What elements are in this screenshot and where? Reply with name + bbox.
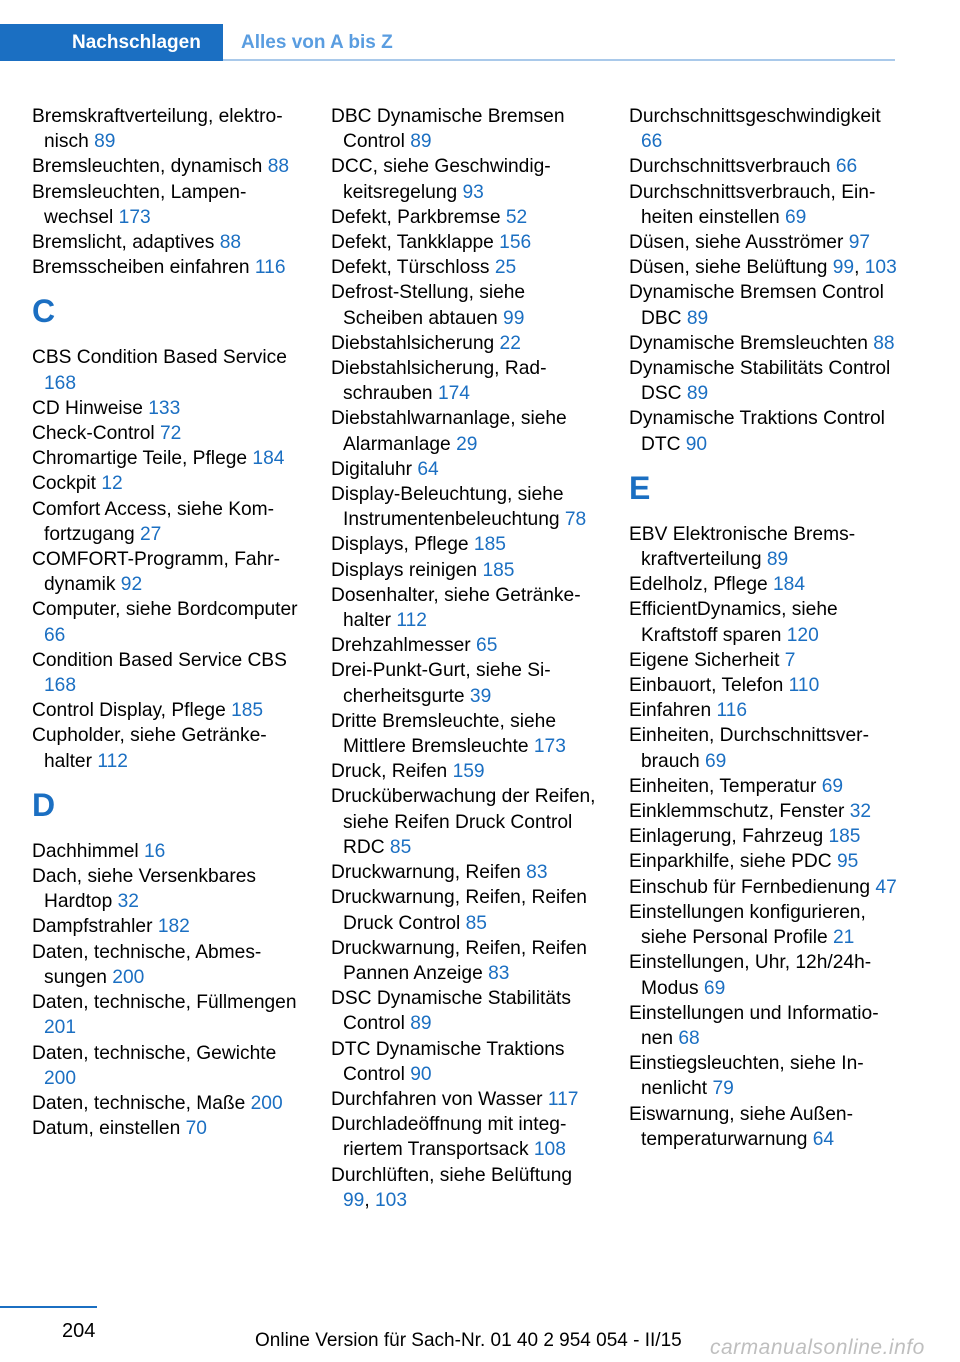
index-entry-term: Daten, technische, Maße	[32, 1092, 251, 1114]
index-entry-term: Dynamische Stabilitäts Control DSC	[629, 358, 891, 405]
index-entry-term: Eiswarnung, siehe Außentemperaturwarnung	[629, 1103, 853, 1150]
index-entry	[32, 421, 300, 446]
page-link[interactable]: 103	[864, 257, 897, 279]
page-link[interactable]: 39	[469, 685, 492, 707]
page-link[interactable]: 185	[231, 700, 264, 722]
page-link[interactable]: 27	[140, 523, 162, 545]
index-letter-heading: E	[629, 469, 651, 506]
page-link[interactable]: 182	[157, 916, 190, 938]
index-entry-term: Durchfahren von Wasser	[331, 1088, 548, 1110]
index-entry-term: Bremsleuchten, dynamisch	[32, 156, 268, 178]
page-link[interactable]: 103	[375, 1189, 408, 1211]
index-entry-term: Durchlüften, siehe Belüftung	[331, 1164, 573, 1186]
index-entry	[32, 104, 300, 154]
index-entry	[331, 1087, 599, 1112]
index-entry	[629, 356, 897, 406]
index-entry-term: Drucküberwachung der Reifen, siehe Reifen Druck Control RDC	[331, 786, 596, 858]
index-entry	[331, 532, 599, 557]
page-link[interactable]: 90	[410, 1063, 432, 1085]
page-link[interactable]: 70	[185, 1118, 207, 1140]
index-entry	[331, 230, 599, 255]
page-link[interactable]: 66	[641, 131, 663, 153]
index-entry	[331, 1037, 599, 1087]
page-link[interactable]: 185	[828, 826, 861, 848]
page-link[interactable]: 32	[117, 891, 139, 913]
index-entry-term: Einheiten, Durchschnittsverbrauch	[629, 725, 869, 772]
index-entry-term: Daten, technische, Abmessungen	[32, 941, 262, 988]
page-link[interactable]: 66	[44, 624, 66, 646]
index-entry	[331, 457, 599, 482]
page-link[interactable]: 120	[786, 624, 819, 646]
index-letter-heading: C	[32, 293, 56, 330]
index-entry	[629, 1102, 897, 1152]
index-entry-term: Durchschnittsverbrauch	[629, 156, 836, 178]
page-link[interactable]: 69	[785, 206, 807, 228]
header-divider	[223, 59, 895, 61]
page-link[interactable]: 52	[505, 206, 528, 228]
index-column-1	[32, 104, 300, 1141]
page-number: 204	[62, 1320, 96, 1342]
index-entry	[629, 104, 897, 154]
page-link[interactable]: 32	[849, 801, 872, 823]
page-link[interactable]: 97	[848, 232, 871, 254]
watermark: carmanualsonline.info	[710, 1336, 925, 1359]
index-entry-term: Control Display, Pflege	[32, 700, 232, 722]
index-entry	[32, 839, 300, 864]
index-entry-term: Druckwarnung, Reifen	[331, 862, 527, 884]
page-link[interactable]: 88	[267, 156, 290, 178]
index-entry	[331, 784, 599, 860]
page-link[interactable]: 29	[456, 433, 478, 455]
index-entry	[32, 154, 300, 179]
index-entry	[32, 940, 300, 990]
index-entry	[32, 396, 300, 421]
index-entry	[331, 860, 599, 885]
page-link[interactable]: 201	[44, 1017, 77, 1039]
index-entry	[331, 709, 599, 759]
index-entry	[331, 1112, 599, 1162]
index-entry-term: Durchschnittsgeschwindigkeit	[629, 106, 881, 127]
index-entry	[629, 597, 897, 647]
index-entry-term: Defekt, Türschloss	[331, 257, 495, 279]
page-link[interactable]: 89	[686, 383, 709, 405]
page-link[interactable]: 25	[494, 257, 517, 279]
index-entry-term: Bremskraftverteilung, elektronisch	[32, 106, 283, 153]
page-link[interactable]: 83	[526, 862, 548, 884]
index-entry	[331, 482, 599, 532]
tab-nachschlagen-label: Nachschlagen	[72, 32, 201, 53]
tab-nachschlagen[interactable]	[0, 24, 223, 61]
page-link[interactable]: 22	[499, 332, 521, 354]
index-entry	[32, 255, 300, 280]
page-link[interactable]: 64	[812, 1128, 835, 1150]
index-entry	[32, 597, 300, 647]
page-link[interactable]: 47	[875, 876, 897, 898]
page-link[interactable]: 174	[437, 383, 470, 405]
index-entry	[629, 875, 897, 900]
page-link[interactable]: 79	[712, 1078, 734, 1100]
index-entry	[32, 1116, 300, 1141]
index-entry	[331, 986, 599, 1036]
page-link[interactable]: 83	[488, 962, 510, 984]
index-entry-term: Dampfstrahler	[32, 916, 158, 938]
page-link[interactable]: 16	[143, 840, 166, 862]
page-link[interactable]: 184	[773, 574, 806, 596]
page-link[interactable]: 156	[499, 232, 532, 254]
index-entry-term: Dynamische Bremsleuchten	[629, 332, 874, 354]
index-entry	[32, 230, 300, 255]
index-entry-term: Einstellungen konfigurieren, siehe Personal Profile	[629, 901, 866, 949]
index-entry	[32, 864, 300, 914]
page-link[interactable]: 88	[873, 332, 895, 354]
index-entry	[331, 583, 599, 633]
index-entry-term: Defekt, Tankklappe	[331, 232, 500, 254]
index-entry-term: Einparkhilfe, siehe PDC	[629, 851, 837, 873]
page-link[interactable]: 99	[343, 1189, 365, 1211]
index-entry	[331, 936, 599, 986]
index-entry	[629, 673, 897, 698]
index-entry	[629, 950, 897, 1000]
index-entry	[629, 230, 897, 255]
page-link[interactable]: 93	[462, 181, 484, 203]
index-entry-term: Einheiten, Temperatur	[629, 775, 822, 797]
page-link[interactable]: 159	[452, 761, 485, 783]
index-entry-term: DSC Dynamische Stabilitäts Control	[331, 988, 571, 1035]
tab-alles-von-a-bis-z[interactable]: Alles von A bis Z	[241, 32, 393, 53]
index-entry	[629, 522, 897, 572]
index-entry	[629, 648, 897, 673]
index-entry-term: DCC, siehe Geschwindigkeitsregelung	[331, 156, 551, 203]
page-link[interactable]: 185	[482, 559, 515, 581]
page-link[interactable]: 69	[703, 977, 726, 999]
index-entry-term: Defrost-Stellung, siehe Scheiben abtauen	[331, 282, 526, 329]
index-entry-term: Einfahren	[629, 700, 717, 722]
index-entry	[32, 698, 300, 723]
index-entry-term: Cupholder, siehe Getränkehalter	[32, 725, 267, 772]
footer-version-text: Online Version für Sach-Nr. 01 40 2 954 054 - II/15	[255, 1330, 682, 1351]
index-entry	[331, 406, 599, 456]
index-entry-term: Düsen, siehe Belüftung	[629, 257, 833, 279]
index-entry	[629, 154, 897, 179]
page-link[interactable]: 110	[788, 675, 820, 697]
index-entry-term: Defekt, Parkbremse	[331, 206, 506, 228]
page-link[interactable]: 112	[396, 610, 427, 632]
index-entry	[331, 658, 599, 708]
page-link[interactable]: 117	[547, 1088, 579, 1110]
index-entry-term: Daten, technische, Gewichte	[32, 1042, 277, 1064]
page-link[interactable]: 108	[533, 1139, 566, 1161]
index-entry-term: Displays reinigen	[331, 559, 483, 581]
index-entry-term: Chromartige Teile, Pflege	[32, 448, 253, 470]
index-entry-term: Display-Beleuchtung, siehe Instrumentenbeleuchtung	[331, 484, 565, 531]
index-entry	[629, 331, 897, 356]
page-link[interactable]: 12	[101, 473, 123, 495]
index-entry-term: Edelholz, Pflege	[629, 574, 773, 596]
index-entry-term: Daten, technische, Füllmengen	[32, 992, 297, 1014]
index-entry-term: Diebstahlwarnanlage, siehe Alarmanlage	[331, 408, 567, 455]
page-link[interactable]: 89	[766, 549, 789, 571]
page-link[interactable]: 89	[94, 131, 116, 153]
page-link[interactable]: 173	[533, 736, 566, 758]
page-link[interactable]: 89	[410, 131, 432, 153]
index-entry-term: Diebstahlsicherung, Radschrauben	[331, 358, 547, 405]
index-entry-term: DBC Dynamische Bremsen Control	[331, 106, 565, 153]
page-link[interactable]: 185	[473, 534, 506, 556]
index-entry	[629, 799, 897, 824]
index-entry	[331, 280, 599, 330]
page-link[interactable]: 78	[564, 509, 587, 531]
index-letter-heading: D	[32, 786, 56, 823]
index-entry-term: Check-Control	[32, 423, 160, 445]
index-entry-term: Bremslicht, adaptives	[32, 232, 220, 254]
index-entry-term: Druckwarnung, Reifen, Reifen Pannen Anzeige	[331, 937, 587, 984]
index-entry	[32, 547, 300, 597]
page-link[interactable]: 89	[686, 307, 709, 329]
index-entry-term: Dosenhalter, siehe Getränkehalter	[331, 584, 581, 632]
index-entry	[331, 633, 599, 658]
index-entry	[629, 1051, 897, 1101]
index-entry-term: DTC Dynamische Traktions Control	[331, 1038, 565, 1085]
index-entry	[629, 280, 897, 330]
page-link[interactable]: 65	[476, 635, 498, 657]
index-entry	[629, 774, 897, 799]
index-entry	[32, 446, 300, 471]
index-entry-term: Einlagerung, Fahrzeug	[629, 826, 829, 848]
index-entry-term: Computer, siehe Bordcomputer	[32, 599, 298, 621]
index-entry	[629, 180, 897, 230]
index-entry-term: Dritte Bremsleuchte, siehe Mittlere Bremsleuchte	[331, 710, 557, 758]
index-entry	[32, 1041, 300, 1091]
index-entry-term: EBV Elektronische Bremskraftverteilung	[629, 523, 856, 571]
index-entry	[629, 824, 897, 849]
index-entry	[629, 698, 897, 723]
index-entry	[32, 1091, 300, 1116]
footer-accent-line	[0, 1306, 97, 1308]
index-entry	[629, 723, 897, 773]
page-link[interactable]: 168	[44, 372, 77, 394]
page-link[interactable]: 92	[120, 574, 143, 596]
page-link[interactable]: 69	[821, 775, 844, 797]
index-entry-term: Einschub für Fernbedienung	[629, 876, 876, 898]
page-link[interactable]: 68	[678, 1027, 700, 1049]
page-link[interactable]: 66	[835, 156, 858, 178]
index-entry	[32, 497, 300, 547]
index-entry-term: Bremsleuchten, Lampenwechsel	[32, 181, 247, 228]
index-entry-term: Diebstahlsicherung	[331, 332, 500, 354]
index-entry-term: Dachhimmel	[32, 840, 144, 862]
page-link[interactable]: 64	[417, 458, 439, 480]
index-entry-term: CD Hinweise	[32, 397, 149, 419]
index-entry-term: CBS Condition Based Service	[32, 347, 287, 369]
index-entry-term: Bremsscheiben einfahren	[32, 257, 255, 279]
index-entry-term: Einklemmschutz, Fenster	[629, 801, 850, 823]
index-entry	[331, 759, 599, 784]
index-entry-term: Dach, siehe Versenkbares Hardtop	[32, 866, 256, 913]
index-entry-term: COMFORT-Programm, Fahrdynamik	[32, 549, 281, 596]
page-link[interactable]: 7	[784, 649, 796, 671]
index-entry: Durchlüften, siehe Belüftung 99, 103	[331, 1164, 573, 1211]
page-link[interactable]: 89	[410, 1013, 432, 1035]
index-entry-term: Einstellungen, Uhr, 12h/24h-Modus	[629, 952, 872, 999]
index-entry-term: Datum, einstellen	[32, 1118, 186, 1140]
index-entry-term: Cockpit	[32, 473, 102, 495]
page-header	[0, 24, 895, 61]
index-entry	[331, 255, 599, 280]
index-entry	[331, 885, 599, 935]
page-link[interactable]: 116	[716, 700, 748, 722]
index-entry-term: Displays, Pflege	[331, 534, 474, 556]
index-entry-term: Drei-Punkt-Gurt, siehe Sicherheitsgurte	[331, 660, 551, 707]
index-entry	[629, 849, 897, 874]
index-entry-term: Einstiegsleuchten, siehe Innenlicht	[629, 1053, 864, 1100]
index-entry	[32, 648, 300, 698]
index-entry-term: Drehzahlmesser	[331, 635, 477, 657]
index-entry: Düsen, siehe Belüftung 99, 103	[629, 257, 897, 279]
page-link[interactable]: 133	[148, 397, 181, 419]
index-entry	[32, 914, 300, 939]
index-entry	[331, 205, 599, 230]
page-link[interactable]: 88	[219, 232, 242, 254]
page-link[interactable]: 69	[705, 750, 727, 772]
page-link[interactable]: 200	[250, 1092, 283, 1114]
page-link[interactable]: 85	[389, 836, 412, 858]
page-link[interactable]: 168	[44, 675, 77, 697]
index-entry	[32, 990, 300, 1040]
page-link[interactable]: 116	[254, 257, 286, 279]
index-entry	[331, 104, 599, 154]
page-link[interactable]: 85	[465, 912, 487, 934]
page-link[interactable]: 21	[832, 927, 855, 949]
page-link[interactable]: 184	[252, 448, 285, 470]
index-entry-term: Druck, Reifen	[331, 761, 453, 783]
index-entry	[331, 331, 599, 356]
page-link[interactable]: 90	[685, 433, 708, 455]
index-entry-term: Durchschnittsverbrauch, Einheiten einstellen	[629, 181, 876, 228]
index-column-2	[331, 104, 599, 1213]
index-entry-term: Condition Based Service CBS	[32, 649, 287, 671]
index-entry-term: EfficientDynamics, siehe Kraftstoff sparen	[629, 599, 838, 646]
page-link[interactable]: 95	[836, 851, 859, 873]
index-entry	[331, 558, 599, 583]
index-entry-term: Einstellungen und Informationen	[629, 1002, 879, 1049]
index-entry	[32, 180, 300, 230]
page-link[interactable]: 72	[159, 423, 182, 445]
index-entry	[331, 154, 599, 204]
index-entry-term: Eigene Sicherheit	[629, 649, 785, 671]
index-entry	[331, 356, 599, 406]
page-link[interactable]: 173	[118, 206, 151, 228]
index-entry-term: Comfort Access, siehe Komfortzugang	[32, 498, 275, 545]
index-entry-term: Düsen, siehe Ausströmer	[629, 232, 849, 254]
index-entry-term: Einbauort, Telefon	[629, 675, 789, 697]
page-link[interactable]: 99	[503, 307, 525, 329]
index-entry	[32, 723, 300, 773]
index-entry	[629, 1001, 897, 1051]
index-entry-term: Digitaluhr	[331, 458, 418, 480]
index-entry	[32, 471, 300, 496]
index-entry	[32, 345, 300, 395]
page-link[interactable]: 99	[832, 257, 855, 279]
index-entry-term: Druckwarnung, Reifen, Reifen Druck Control	[331, 887, 587, 934]
index-entry-term: Durchladeöffnung mit integriertem Transportsack	[331, 1114, 567, 1161]
page-link[interactable]: 112	[97, 750, 128, 772]
index-entry-term: Dynamische Bremsen Control DBC	[629, 282, 884, 329]
index-entry-term: Dynamische Traktions Control DTC	[629, 408, 885, 455]
index-entry	[629, 406, 897, 456]
index-column-3	[629, 104, 897, 1152]
page-link[interactable]: 200	[44, 1067, 77, 1089]
index-entry	[629, 572, 897, 597]
index-entry	[629, 900, 897, 950]
page-link[interactable]: 200	[112, 966, 145, 988]
